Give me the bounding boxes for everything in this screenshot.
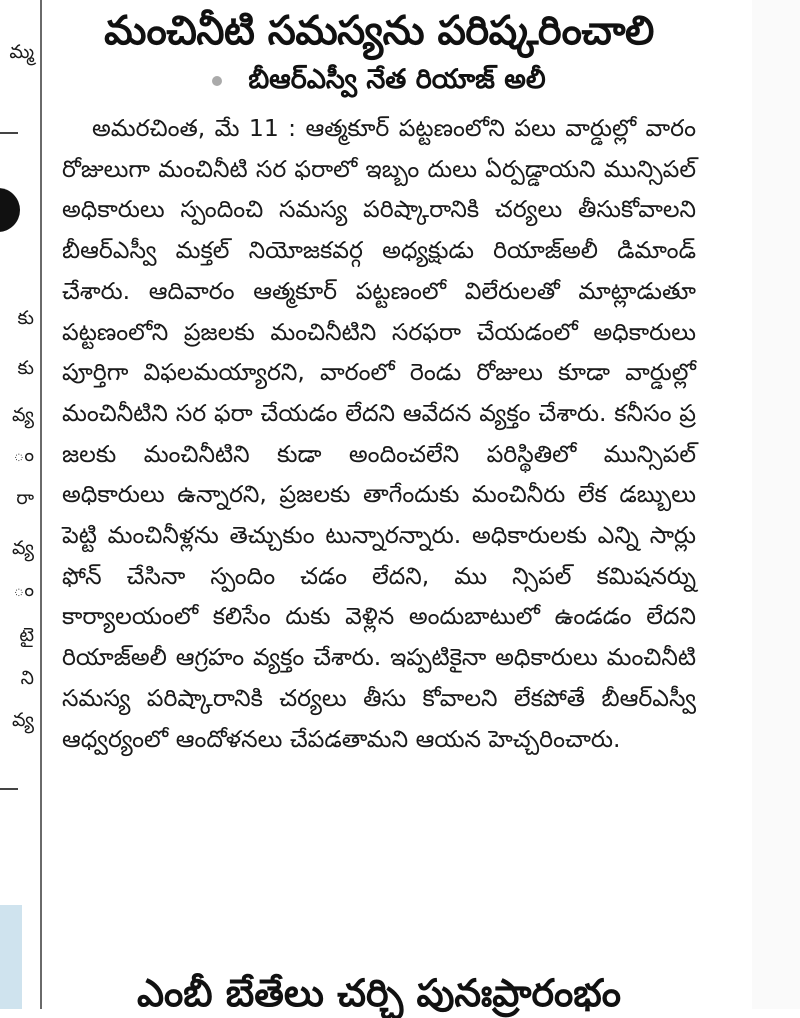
left-fragment-text: వ్య <box>11 537 34 559</box>
bullet-icon <box>212 76 222 86</box>
left-fragment-text: ం <box>13 444 34 466</box>
left-fragment-text: ని <box>20 667 34 689</box>
left-fragment-text: టై <box>19 624 34 646</box>
left-column-rule <box>0 788 18 790</box>
left-fragment-text: రా <box>16 487 34 509</box>
right-margin <box>752 0 800 1009</box>
left-fragment-text: కు <box>17 307 34 329</box>
left-column-rule <box>0 132 18 134</box>
article-subhead <box>62 60 696 100</box>
left-fragment-text: వ్య <box>11 709 34 731</box>
article-body: అమరచింత, మే 11 : ఆత్మకూర్ పట్టణంలోని పలు వార్డుల్లో వారం రోజులుగా మంచినీటి సర ఫరాలో ఇబ్బం దులు ఏర్పడ్డాయని మున్సిపల్ అధికారులు స్పందించి సమస్య పరిష్కారానికి చర్యలు తీసుకోవాలని బీఆర్ఎస్వీ మక్తల్ నియోజకవర్గ అధ్యక్షుడు రియాజ్అలీ డిమాండ్ చేశారు. ఆదివారం ఆత్మకూర్ పట్టణంలో విలేరులతో మాట్లాడుతూ పట్టణంలోని ప్రజలకు మంచినీటిని సరఫరా చేయడంలో అధికారులు పూర్తిగా విఫలమయ్యారని, వారంలో రెండు రోజులు కూడా వార్డుల్లో మంచినీటిని సర ఫరా చేయడం లేదని ఆవేదన వ్యక్తం చేశారు. కనీసం ప్ర జలకు మంచినీటిని కుడా అందించలేని పరిస్థితిలో మున్సిపల్ అధికారులు ఉన్నారని, ప్రజలకు తాగేందుకు మంచినీరు లేక డబ్బులు పెట్టి మంచినీళ్లను తెచ్చుకుం టున్నారన్నారు. అధికారులకు ఎన్ని సార్లు ఫోన్ చేసినా స్పందిం చడం లేదని, ము న్సిపల్ కమిషనర్ను కార్యాలయంలో కలిసేం దుకు వెళ్లిన అందుబాటులో ఉండడం లేదని రియాజ్అలీ ఆగ్రహం వ్యక్తం చేశారు. ఇప్పటికైనా అధికారులు మంచినీటి సమస్య పరిష్కారానికి చర్యలు తీసు కోవాలని లేకపోతే బీఆర్ఎస్వీ ఆధ్వర్యంలో ఆందోళనలు చేపడతామని ఆయన హెచ్చరించారు. <box>62 114 696 753</box>
left-column-circle <box>0 188 20 232</box>
news-article <box>62 0 696 759</box>
left-column-blue-block <box>0 905 22 1009</box>
left-fragment-text: మ్మ <box>9 41 34 63</box>
left-column-fragment <box>0 0 40 1009</box>
left-fragment-text: వ్య <box>11 404 34 426</box>
left-fragment-text: కు <box>17 357 34 379</box>
article-headline: మంచినీటి సమస్యను పరిష్కరించాలి <box>104 8 654 54</box>
next-article-headline: ఎంబీ బేతేలు చర్చి పునఃప్రారంభం <box>136 971 622 1015</box>
column-divider <box>40 0 42 1009</box>
left-fragment-text: ం <box>13 579 34 601</box>
article-subhead-text: బీఆర్ఎస్వీ నేత రియాజ్ అలీ <box>248 64 546 95</box>
